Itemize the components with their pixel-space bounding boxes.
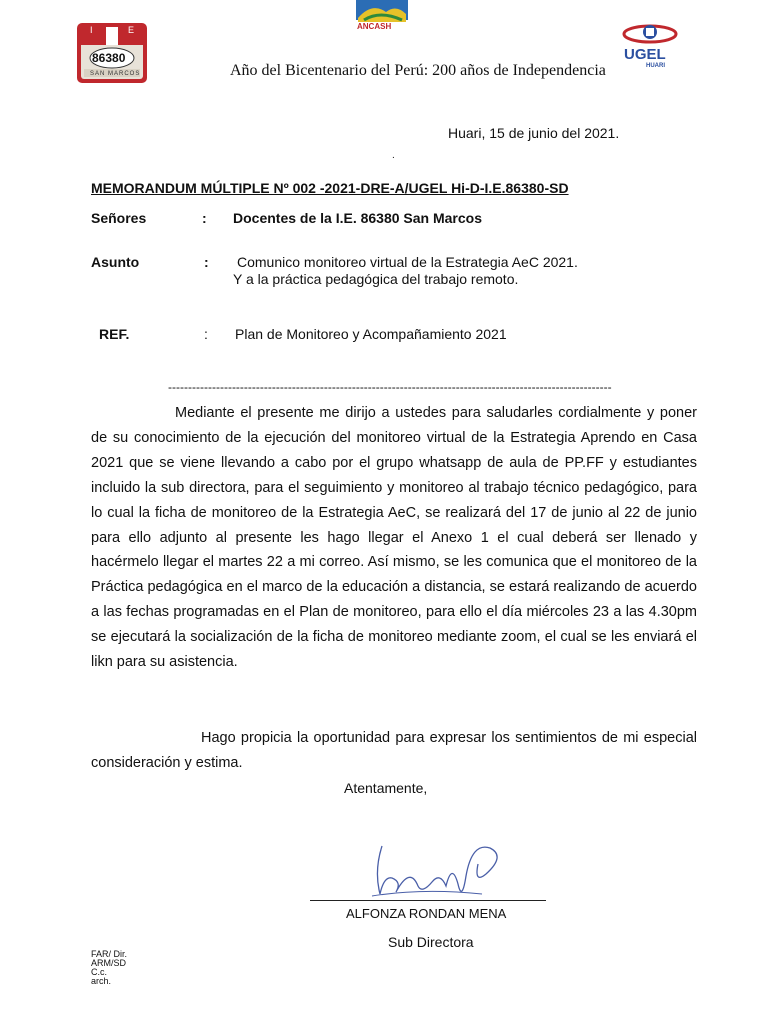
ref-colon: : [204,326,208,342]
ref-value: Plan de Monitoreo y Acompañamiento 2021 [235,326,507,342]
separator-line: --------------------------------------------------------------------------------------------------------------- [168,380,612,394]
asunto-colon: : [204,254,209,270]
footer-line: C.c. [91,967,108,977]
senores-colon: : [202,210,207,226]
body-paragraph-1 [91,401,697,675]
signature-line [310,900,546,901]
senores-value: Docentes de la I.E. 86380 San Marcos [233,210,483,226]
footer-initials [91,950,127,986]
asunto-value-line1: Comunico monitoreo virtual de la Estrategia AeC 2021. [237,254,578,270]
body-paragraph-2-text: Hago propicia la oportunidad para expresar los sentimientos de mi especial consideración y estima. [91,730,697,771]
school-crest-top-right: E [128,25,135,35]
signer-role: Sub Directora [388,934,474,950]
ugel-logo-sublabel: HUARI [646,63,665,69]
ugel-logo-label: UGEL [624,46,666,63]
asunto-value-line2: Y a la práctica pedagógica del trabajo remoto. [233,271,519,287]
senores-label: Señores [91,210,147,226]
footer-line: FAR/ Dir. [91,949,128,959]
closing: Atentamente, [344,780,428,796]
date-line: Huari, 15 de junio del 2021. [448,125,620,141]
asunto-label: Asunto [91,254,140,270]
body-paragraph-1-text: Mediante el presente me dirijo a ustedes para saludarles cordialmente y poner de su conocimiento de la ejecución del monitoreo virtual de la Estrategia Aprendo en Casa 2021 que se viene llevando a cabo por el grupo whatsapp de aula de PP.FF y estudiantes incluido la sub directora, para el seguimiento y monitoreo al trabajo técnico pedagógico, para lo cual la ficha de monitoreo de la Estrategia AeC, se realizará del 17 de junio al 22 de junio para ello adjunto al presente les hago llegar el Anexo 1 el cual deberá ser llenado y hacérmelo llegar el martes 22 a mi correo. Así mismo, se les comunica que el monitoreo de la Práctica pedagógica en el marco de la educación a distancia, se estará realizando de acuerdo a las fechas programadas en el Plan de monitoreo, para ello el día miércoles 23 a las 4.30pm se ejecutará la socialización de la ficha de monitoreo mediante zoom, el cual se les enviará el likn para su asistencia. [91,405,697,671]
stray-dot: . [392,150,395,161]
school-crest-name: SAN MARCOS [90,71,141,77]
school-crest-top-left: I [90,25,93,35]
school-crest-number: 86380 [92,51,126,65]
signer-name: ALFONZA RONDAN MENA [346,906,507,921]
footer-line: ARM/SD [91,958,127,968]
body-paragraph-2 [91,726,697,776]
memo-title: MEMORANDUM MÚLTIPLE Nº 002 -2021-DRE-A/UGEL Hi-D-I.E.86380-SD [91,180,569,196]
regional-emblem-label: ANCASH [357,22,392,31]
ref-label: REF. [99,326,130,342]
page-title: Año del Bicentenario del Perú: 200 años de Independencia [230,62,606,79]
handwritten-signature-icon [362,836,512,906]
footer-line: arch. [91,976,112,986]
